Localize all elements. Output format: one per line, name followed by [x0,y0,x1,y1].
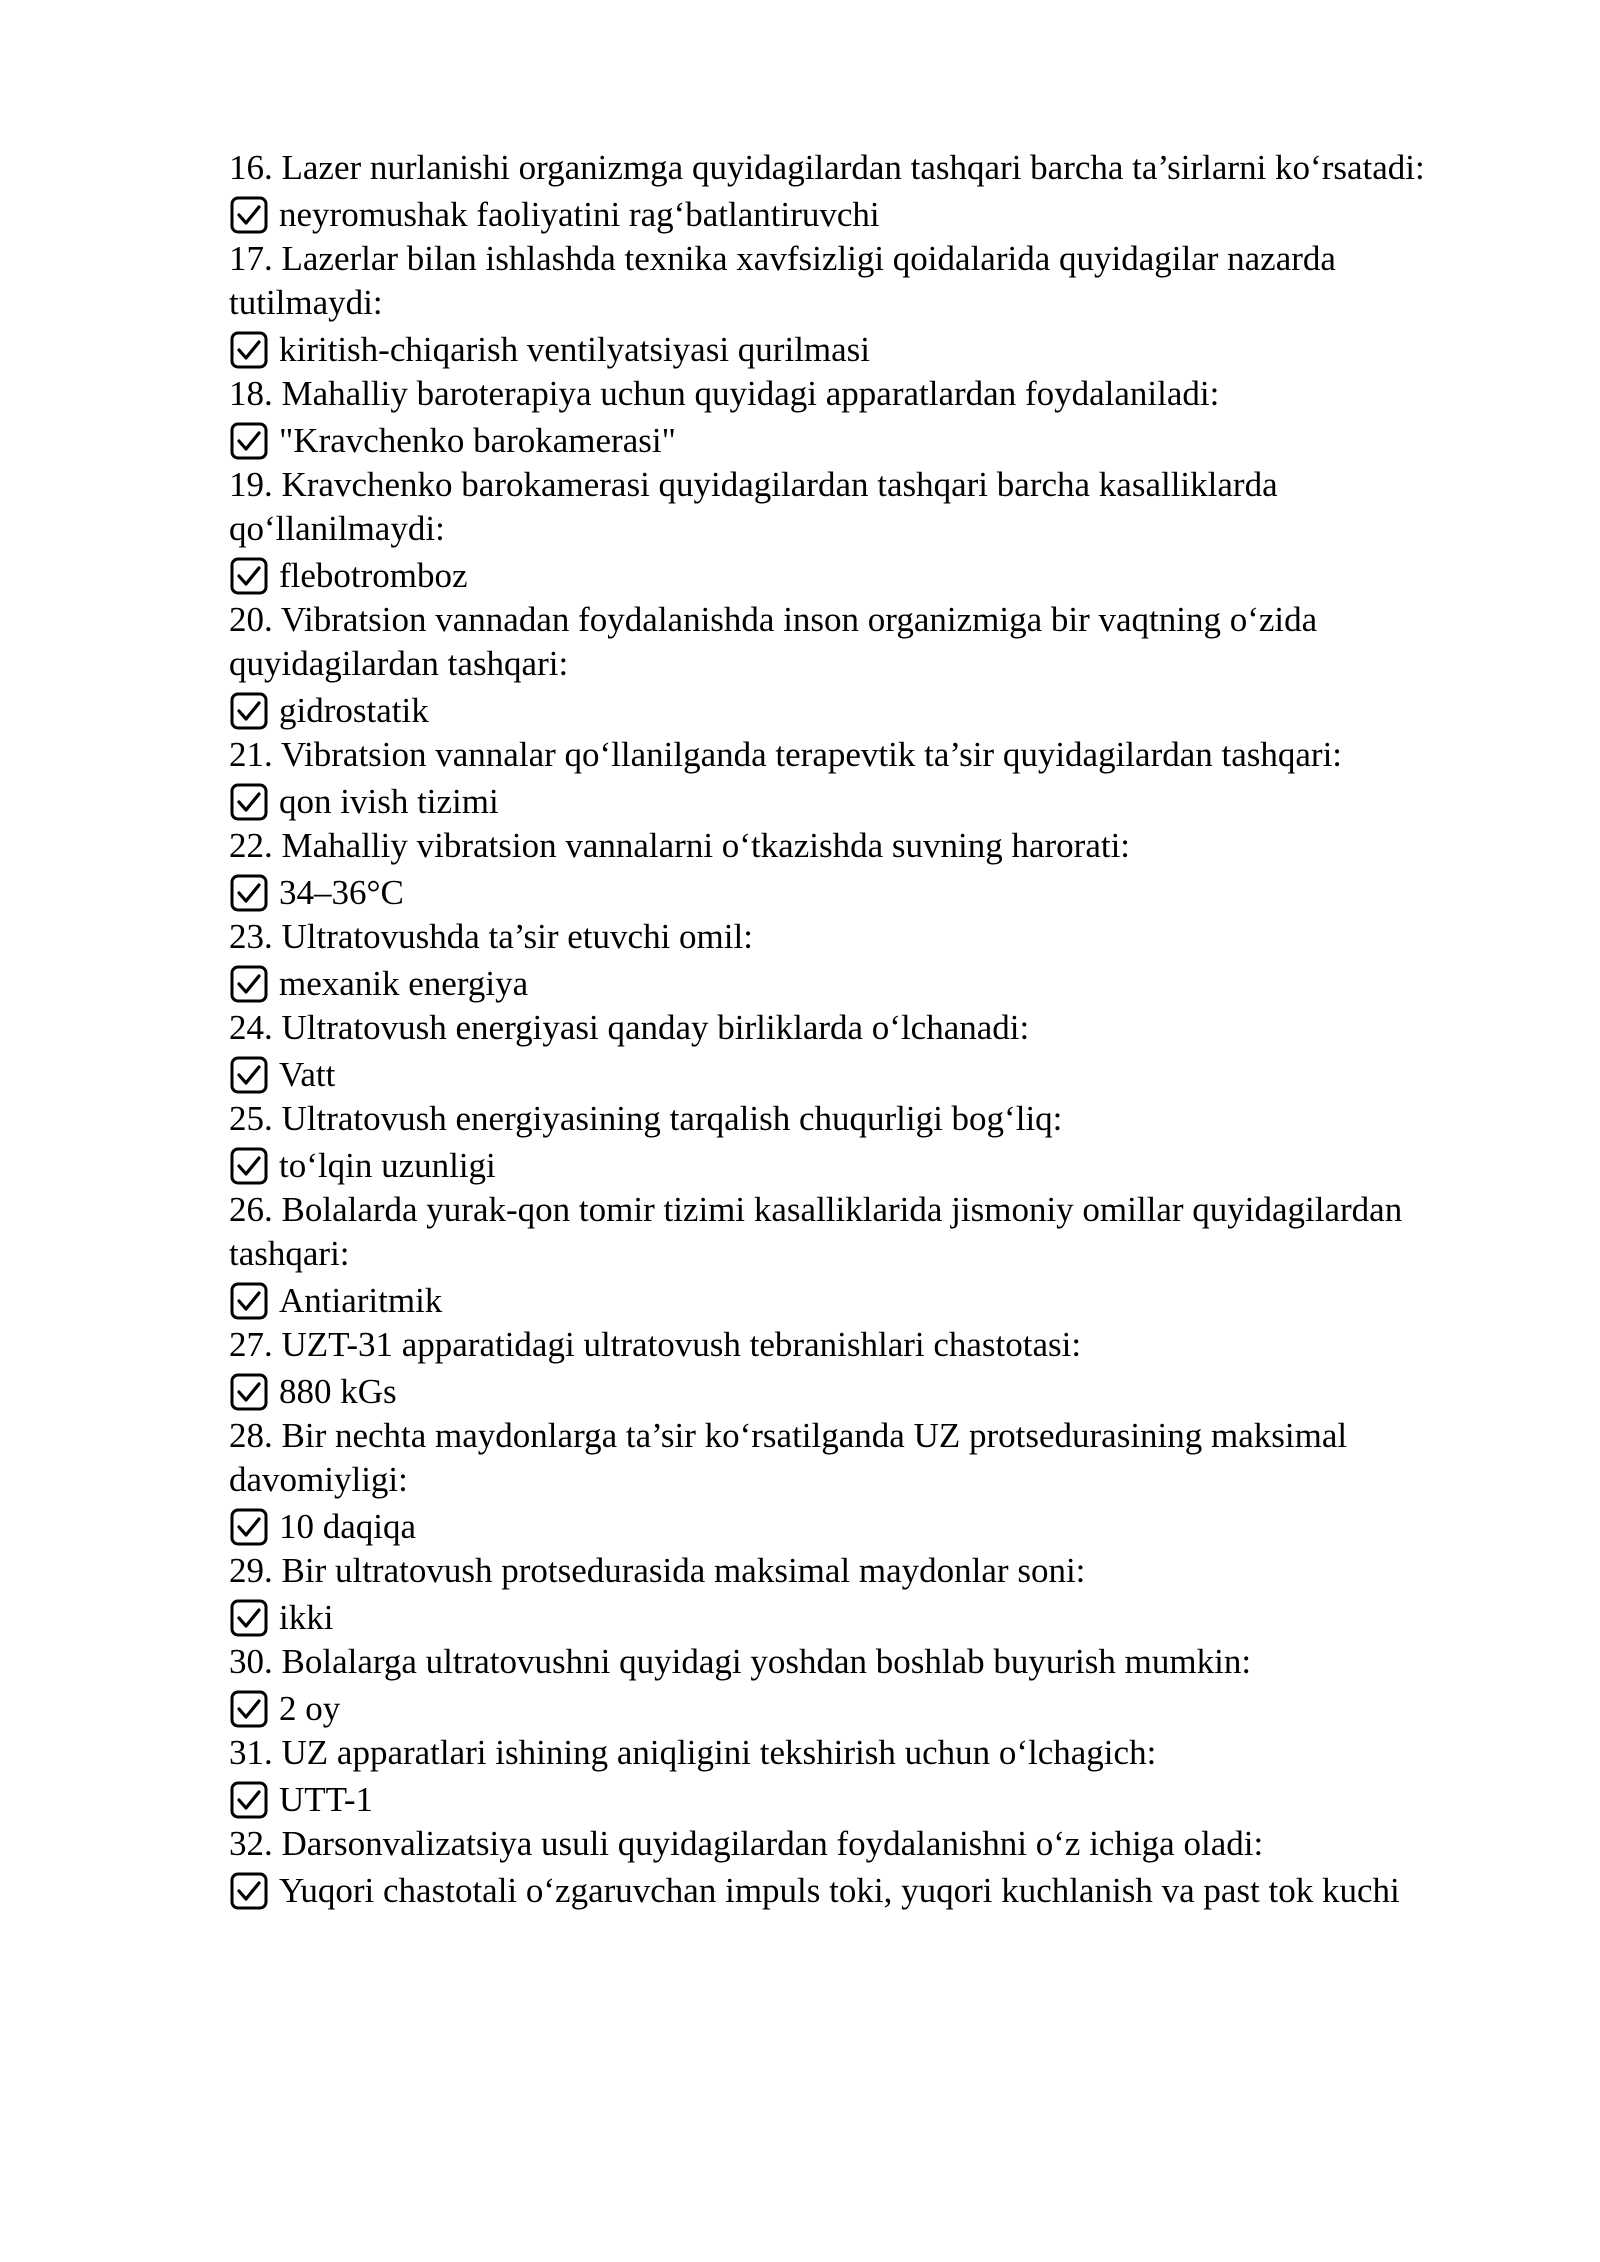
checked-box-icon [229,873,269,913]
answer-text: 34–36°C [279,873,404,912]
answer-row [229,689,1469,733]
checked-box-icon [229,195,269,235]
answer-row [229,1687,1469,1731]
answer-text: kiritish-chiqarish ventilyatsiyasi qurilmasi [279,330,871,369]
checked-box-icon [229,1055,269,1095]
qa-item [229,1323,1469,1414]
answer-text: 10 daqiqa [279,1507,417,1546]
question-text: 25. Ultratovush energiyasining tarqalish chuqurligi bog‘liq: [229,1099,1063,1138]
checked-box-icon [229,1372,269,1412]
answer-text: ikki [279,1598,334,1637]
answer-text: gidrostatik [279,691,429,730]
checked-box-icon [229,556,269,596]
answer-row [229,419,1469,463]
qa-item [229,1731,1469,1822]
checked-box-icon [229,1780,269,1820]
checked-box-icon [229,1689,269,1729]
question-text: 28. Bir nechta maydonlarga ta’sir ko‘rsatilganda UZ protsedurasining maksimal davomiyligi: [229,1416,1348,1499]
qa-item [229,463,1469,598]
answer-row [229,1505,1469,1549]
qa-item [229,1549,1469,1640]
question-text: 16. Lazer nurlanishi organizmga quyidagilardan tashqari barcha ta’sirlarni ko‘rsatadi: [229,148,1425,187]
answer-row [229,871,1469,915]
answer-row [229,1596,1469,1640]
checked-box-icon [229,964,269,1004]
answer-row [229,1279,1469,1323]
qa-item [229,1822,1469,1913]
answer-row [229,1778,1469,1822]
checked-box-icon [229,782,269,822]
qa-item [229,824,1469,915]
answer-row [229,962,1469,1006]
answer-text: 880 kGs [279,1372,397,1411]
qa-item [229,146,1469,237]
question-text: 23. Ultratovushda ta’sir etuvchi omil: [229,917,753,956]
qa-item [229,372,1469,463]
question-text: 20. Vibratsion vannadan foydalanishda inson organizmiga bir vaqtning o‘zida quyidagilardan tashqari: [229,600,1318,683]
answer-text: UTT-1 [279,1780,373,1819]
answer-row [229,554,1469,598]
answer-row [229,328,1469,372]
checked-box-icon [229,1871,269,1911]
question-text: 30. Bolalarga ultratovushni quyidagi yoshdan boshlab buyurish mumkin: [229,1642,1252,1681]
qa-item [229,1097,1469,1188]
answer-row [229,1869,1469,1913]
question-text: 22. Mahalliy vibratsion vannalarni o‘tkazishda suvning harorati: [229,826,1131,865]
answer-text: 2 oy [279,1689,341,1728]
qa-item [229,1006,1469,1097]
question-text: 27. UZT-31 apparatidagi ultratovush tebranishlari chastotasi: [229,1325,1082,1364]
answer-row [229,780,1469,824]
question-text: 29. Bir ultratovush protsedurasida maksimal maydonlar soni: [229,1551,1086,1590]
qa-item [229,1188,1469,1323]
qa-item [229,598,1469,733]
answer-text: Yuqori chastotali o‘zgaruvchan impuls toki, yuqori kuchlanish va past tok kuchi [279,1871,1400,1910]
qa-list [229,146,1469,1913]
answer-row [229,1053,1469,1097]
checked-box-icon [229,1281,269,1321]
qa-item [229,1414,1469,1549]
answer-text: flebotromboz [279,556,468,595]
answer-text: "Kravchenko barokamerasi" [279,421,676,460]
qa-item [229,915,1469,1006]
answer-text: neyromushak faoliyatini rag‘batlantiruvchi [279,195,880,234]
checked-box-icon [229,330,269,370]
answer-text: Antiaritmik [279,1281,443,1320]
answer-text: qon ivish tizimi [279,782,499,821]
question-text: 19. Kravchenko barokamerasi quyidagilardan tashqari barcha kasalliklarda qo‘llanilmaydi: [229,465,1278,548]
qa-item [229,237,1469,372]
question-text: 32. Darsonvalizatsiya usuli quyidagilardan foydalanishni o‘z ichiga oladi: [229,1824,1264,1863]
answer-text: mexanik energiya [279,964,529,1003]
answer-row [229,1144,1469,1188]
checked-box-icon [229,1507,269,1547]
answer-row [229,193,1469,237]
question-text: 18. Mahalliy baroterapiya uchun quyidagi apparatlardan foydalaniladi: [229,374,1220,413]
question-text: 17. Lazerlar bilan ishlashda texnika xavfsizligi qoidalarida quyidagilar nazarda tutilmaydi: [229,239,1336,322]
question-text: 26. Bolalarda yurak-qon tomir tizimi kasalliklarida jismoniy omillar quyidagilardan tashqari: [229,1190,1403,1273]
question-text: 21. Vibratsion vannalar qo‘llanilganda terapevtik ta’sir quyidagilardan tashqari: [229,735,1343,774]
question-text: 31. UZ apparatlari ishining aniqligini tekshirish uchun o‘lchagich: [229,1733,1157,1772]
checked-box-icon [229,1598,269,1638]
answer-text: Vatt [279,1055,336,1094]
checked-box-icon [229,691,269,731]
answer-row [229,1370,1469,1414]
question-text: 24. Ultratovush energiyasi qanday birliklarda o‘lchanadi: [229,1008,1030,1047]
qa-item [229,733,1469,824]
qa-item [229,1640,1469,1731]
checked-box-icon [229,1146,269,1186]
answer-text: to‘lqin uzunligi [279,1146,496,1185]
document-page [229,146,1469,1913]
checked-box-icon [229,421,269,461]
